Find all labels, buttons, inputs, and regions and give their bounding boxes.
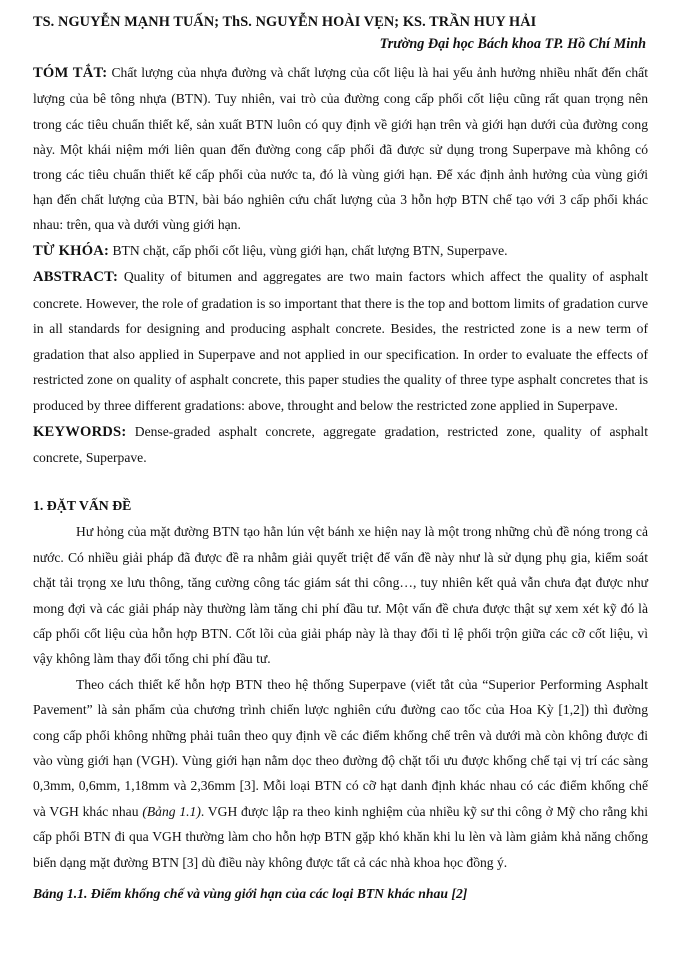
keywords-vietnamese — [33, 238, 648, 264]
abstract-english-text: Quality of bitumen and aggregates are two main factors which affect the quality of asphalt concrete. However, the role of gradation is so important that there is the top and bottom limits of gradation curve in all standards for designing and producing asphalt concrete. Besides, the restricted zone is a new term of gradation that also applied in Superpave and not applied in our specification. In order to evaluate the effects of restricted zone on quality of asphalt concrete, this paper studies the quality of three type asphalt concretes that is produced by three different gradations: above, throught and below the restricted zone applied in Superpave. — [33, 269, 648, 413]
keywords-vietnamese-label: TỪ KHÓA: — [33, 242, 110, 259]
keywords-vietnamese-text: BTN chặt, cấp phối cốt liệu, vùng giới hạn, chất lượng BTN, Superpave. — [109, 242, 508, 258]
body-paragraph-1: Hư hỏng của mặt đường BTN tạo hằn lún vệt bánh xe hiện nay là một trong những chủ đề nóng trong cả nước. Có nhiều giải pháp đã được đề ra nhằm giải quyết triệt để vấn đề này như là sử dụng phụ gia, kiểm soát chặt tải trọng xe lưu thông, tăng cường công tác giám sát thi công…, tuy nhiên kết quả vẫn chưa đạt được như mong đợi và các giải pháp này thường làm tăng chi phí đầu tư. Một vấn đề chưa được thật sự xem xét kỹ đó là cấp phối cốt liệu của hỗn hợp BTN. Cốt lõi của giải pháp này là thay đổi tỉ lệ phối trộn giữa các cỡ cốt liệu, vì vậy không làm thay đổi tổng chi phí đầu tư. — [33, 524, 648, 667]
table-caption-1-1: Bảng 1.1. Điểm khống chế và vùng giới hạn của các loại BTN khác nhau [2] — [33, 886, 468, 902]
authors-line: TS. NGUYỄN MẠNH TUẤN; ThS. NGUYỄN HOÀI VẸN; KS. TRẦN HUY HẢI — [33, 14, 537, 30]
abstract-english — [33, 264, 648, 419]
abstract-english-label: ABSTRACT: — [33, 269, 119, 285]
keywords-english-label: KEYWORDS: — [33, 423, 127, 440]
abstract-vietnamese — [33, 60, 648, 237]
abstract-vietnamese-label: TÓM TẮT: — [33, 65, 108, 82]
section-heading-1: 1. ĐẶT VẤN ĐỀ — [33, 498, 132, 514]
keywords-english — [33, 419, 648, 471]
keywords-english-text: Dense-graded asphalt concrete, aggregate gradation, restricted zone, quality of asphalt concrete, Superpave. — [33, 423, 648, 465]
affiliation-line: Trường Đại học Bách khoa TP. Hồ Chí Minh — [379, 36, 646, 53]
body-paragraph-2 — [33, 672, 648, 875]
body-paragraph-2-part1: Theo cách thiết kế hỗn hợp BTN theo hệ thống Superpave (viết tắt của “Superior Performing Asphalt Pavement” là sản phẩm của chương trình chiến lược nghiên cứu đường cao tốc của Hoa Kỳ [1,2]) thì đường cong cấp phối không những phải tuân theo quy định về các điểm khống chế trên và dưới mà còn không được đi vào vùng giới hạn (VGH). Vùng giới hạn nằm dọc theo đường độ chặt tối ưu được khống chế tại vị trí các sàng 0,3mm, 0,6mm, 1,18mm và 2,36mm [3]. Mỗi loại BTN có cỡ hạt danh định khác nhau có các điểm khống chế và VGH khác nhau — [33, 676, 648, 819]
body-paragraph-2-part2: . VGH được lập ra theo kinh nghiệm của nhiều kỹ sư thi công ở Mỹ cho rằng khi cấp phối BTN đi qua VGH thường làm cho hỗn hợp BTN gặp khó khăn khi lu lèn và làm giảm khả năng chống biến dạng mặt đường BTN [3] dù điều này không được tất cả các nhà khoa học đồng ý. — [33, 803, 649, 870]
abstract-vietnamese-text: Chất lượng của nhựa đường và chất lượng của cốt liệu là hai yếu ảnh hưởng nhiều nhất đến chất lượng của bê tông nhựa (BTN). Tuy nhiên, vai trò của đường cong cấp phối cốt liệu cũng rất quan trọng nên trong các tiêu chuẩn thiết kế, sản xuất BTN luôn có quy định về giới hạn trên và giới hạn dưới của đường cong này. Một khái niệm mới liên quan đến đường cong cấp phối đã được sử dụng trong Superpave mà không có trong các tiêu chuẩn thiết kế cấp phối của nước ta, đó là vùng giới hạn. Để xác định ảnh hưởng của vùng giới hạn đến chất lượng của BTN, bài báo nghiên cứu chất lượng của 3 hỗn hợp BTN chế tạo với 3 cấp phối khác nhau: trên, qua và dưới vùng giới hạn. — [33, 65, 648, 233]
table-reference-inline: (Bảng 1.1) — [142, 803, 201, 819]
